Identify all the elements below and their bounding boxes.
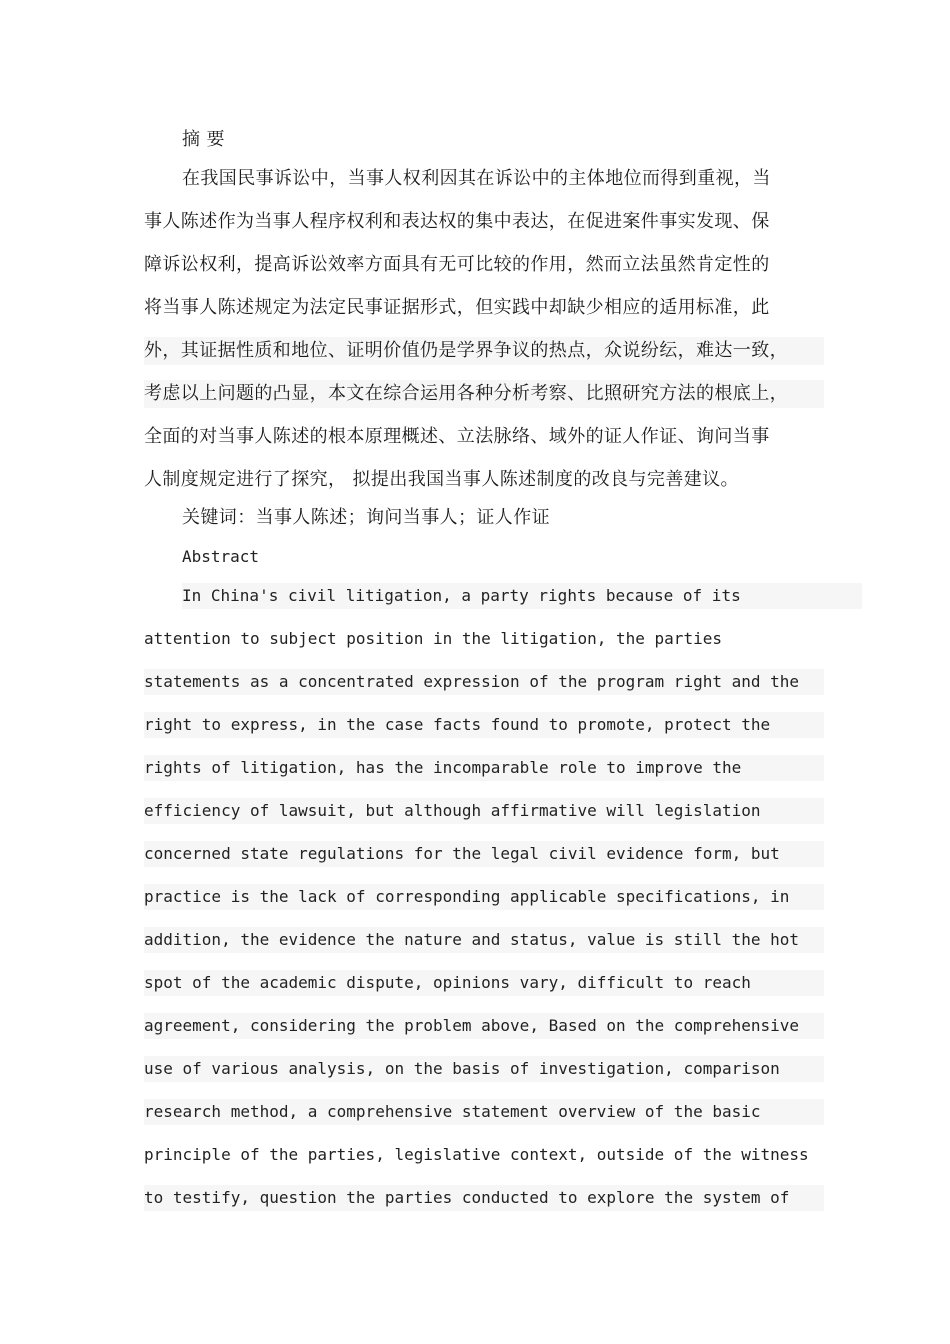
abstract-en-line: attention to subject position in the litigation, the parties: [144, 629, 732, 648]
abstract-cn-line: 事人陈述作为当事人程序权利和表达权的集中表达，在促进案件事实发现、保: [144, 211, 770, 232]
abstract-cn-line: 人制度规定进行了探究， 拟提出我国当事人陈述制度的改良与完善建议。: [144, 469, 739, 490]
abstract-en-line: spot of the academic dispute, opinions vary, difficult to reach: [144, 970, 824, 996]
abstract-cn-line: 考虑以上问题的凸显，本文在综合运用各种分析考察、比照研究方法的根底上，: [144, 380, 824, 408]
abstract-cn-line: 障诉讼权利，提高诉讼效率方面具有无可比较的作用，然而立法虽然肯定性的: [144, 254, 770, 275]
abstract-cn-heading: 摘 要: [182, 129, 225, 150]
abstract-en-line: addition, the evidence the nature and status, value is still the hot: [144, 927, 824, 953]
abstract-en-line: statements as a concentrated expression of the program right and the: [144, 669, 824, 695]
abstract-en-line: principle of the parties, legislative context, outside of the witness: [144, 1145, 809, 1164]
abstract-en-line: efficiency of lawsuit, but although affirmative will legislation: [144, 798, 824, 824]
abstract-en-line: right to express, in the case facts found to promote, protect the: [144, 712, 824, 738]
abstract-en-heading: Abstract: [182, 547, 260, 566]
abstract-cn-line: 外，其证据性质和地位、证明价值仍是学界争议的热点，众说纷纭，难达一致，: [144, 337, 824, 365]
abstract-cn-line: 在我国民事诉讼中，当事人权利因其在诉讼中的主体地位而得到重视，当: [182, 168, 771, 189]
abstract-en-line: use of various analysis, on the basis of investigation, comparison: [144, 1056, 824, 1082]
abstract-en-line: to testify, question the parties conducted to explore the system of: [144, 1185, 824, 1211]
abstract-en-line: In China's civil litigation, a party rights because of its: [182, 583, 862, 609]
abstract-en-line: agreement, considering the problem above, Based on the comprehensive: [144, 1013, 824, 1039]
abstract-en-line: practice is the lack of corresponding applicable specifications, in: [144, 884, 824, 910]
keywords-line: 关键词：当事人陈述；询问当事人；证人作证: [182, 507, 550, 528]
abstract-en-line: rights of litigation, has the incomparable role to improve the: [144, 755, 824, 781]
abstract-cn-line: 全面的对当事人陈述的根本原理概述、立法脉络、域外的证人作证、询问当事: [144, 426, 770, 447]
abstract-en-line: research method, a comprehensive statement overview of the basic: [144, 1099, 824, 1125]
abstract-en-line: concerned state regulations for the legal civil evidence form, but: [144, 841, 824, 867]
abstract-cn-line: 将当事人陈述规定为法定民事证据形式，但实践中却缺少相应的适用标准，此: [144, 297, 770, 318]
